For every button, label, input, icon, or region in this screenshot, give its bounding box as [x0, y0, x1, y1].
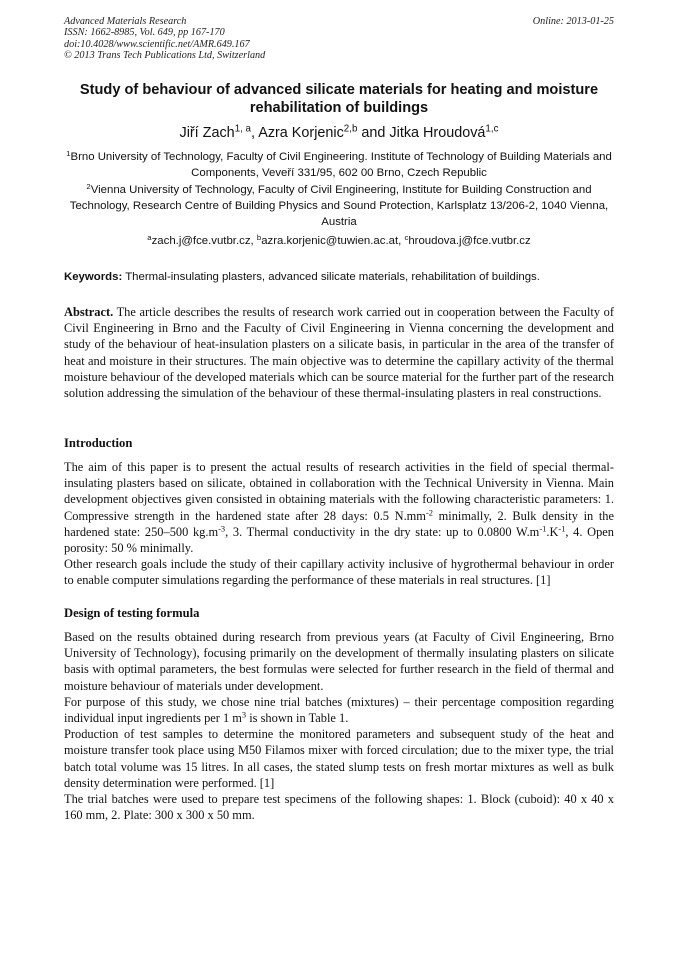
author-list [60, 124, 618, 142]
superscript: 3 [241, 709, 247, 720]
paragraph [64, 459, 614, 556]
paragraph-text: is shown in Table 1. [246, 711, 349, 726]
paragraph: Other research goals include the study of their capillary activity inclusive of hygrothermal behaviour in order to enable computer simulations regarding the performance of these materials in real structures. [1] [64, 557, 614, 588]
email-separator: , [398, 235, 405, 247]
introduction-body [64, 459, 614, 589]
email-link[interactable]: azra.korjenic@tuwien.ac.at [261, 235, 399, 247]
paragraph: Production of test samples to determine the monitored parameters and subsequent study of the heat and moisture transfer took place using M50 Filamos mixer with forced circulation; due to the mixer type, the trial batch total volume was 15 litres. In all cases, the stated slump tests on fresh mortar mixtures as well as bulk density determination were performed. [1] [64, 727, 614, 790]
online-date: Online: 2013-01-25 [532, 16, 614, 27]
keywords-text: Thermal-insulating plasters, advanced silicate materials, rehabilitation of buildings. [122, 271, 540, 283]
section-heading-design: Design of testing formula [64, 606, 200, 620]
superscript: -1 [558, 523, 566, 534]
email-list [60, 233, 618, 249]
keywords-label: Keywords: [64, 271, 123, 283]
email-link[interactable]: zach.j@fce.vutbr.cz [151, 235, 251, 247]
author-separator: , [251, 125, 259, 141]
superscript: -1 [539, 523, 547, 534]
email-mark: c [404, 232, 409, 242]
issn-line: ISSN: 1662-8985, Vol. 649, pp 167-170 [64, 27, 225, 39]
author-name: Jitka Hroudová [389, 125, 486, 141]
author-separator: and [357, 125, 390, 141]
paragraph [64, 694, 614, 726]
paragraph-text: For purpose of this study, we chose nine trial batches (mixtures) – their percentage composition regarding individual input ingredients per 1 m [64, 694, 614, 726]
abstract-text: The article describes the results of research work carried out in cooperation between the Faculty of Civil Engineering in Brno and the Faculty of Civil Engineering in Vienna concerning the development and study of the behaviour of heat-insulation plasters on a silicate basis, in particular in the area of the transfer of heat and moisture in their structures. The main objective was to determine the capillary activity of the thermal moisture behaviour of the developed materials which can be source material for the further part of the research solution addressing the simulation of the behaviour of these thermal-insulating plasters in real constructions. [64, 305, 614, 401]
author-affil-mark: 2,b [343, 123, 358, 135]
email-separator: , [250, 235, 257, 247]
journal-name: Advanced Materials Research [64, 16, 187, 27]
paragraph: Based on the results obtained during research from previous years (at Faculty of Civil Engineering, Brno University of Technology), focusing primarily on the development of thermally insulating plasters on silicate basis with optimal parameters, the best formulas were selected for further research in the field of thermal and moisture behaviour of materials under development. [64, 630, 614, 693]
affiliation-1 [60, 149, 618, 181]
paragraph-text: The aim of this paper is to present the actual results of research activities in the field of special thermal-insulating plasters based on silicate, obtained in collaboration with the Technical University in Vienna. Main development objectives given consisted in obtaining materials with the following characteristic parameters: 1. Compressive strength in the hardened state after 28 days: 0.5 N.mm [64, 460, 614, 523]
author-name: Jiří Zach [179, 125, 235, 141]
author-affil-mark: 1, a [234, 123, 252, 135]
paragraph-text: , 3. Thermal conductivity in the dry state: up to 0.0800 W.m [225, 524, 540, 539]
author-affil-mark: 1,c [485, 123, 499, 135]
doi-line[interactable]: doi:10.4028/www.scientific.net/AMR.649.167 [64, 38, 250, 50]
email-mark: a [147, 232, 152, 242]
section-heading-introduction: Introduction [64, 436, 133, 450]
paragraph-text: , 4. Open porosity: 50 % minimally. [64, 524, 615, 556]
email-link[interactable]: hroudova.j@fce.vutbr.cz [408, 235, 531, 247]
affiliation-number: 1 [66, 148, 71, 158]
superscript: -2 [425, 506, 433, 517]
affiliation-number: 2 [86, 181, 91, 191]
abstract-label: Abstract. [64, 305, 114, 319]
paragraph-text: .K [546, 524, 559, 539]
affiliation-text: Brno University of Technology, Faculty of Civil Engineering. Institute of Technology of Building Materials and Components, Veveří 331/95, 602 00 Brno, Czech Republic [70, 151, 612, 179]
abstract [64, 304, 614, 401]
affiliation-2 [60, 182, 618, 230]
keywords [64, 270, 616, 285]
affiliation-text: Vienna University of Technology, Faculty of Civil Engineering, Institute for Building Construction and Technology, Research Centre of Building Physics and Sound Protection, Karlsplatz 13/206-2, 1040 Vienna, Austria [69, 184, 609, 228]
design-body [64, 629, 614, 823]
paragraph: The trial batches were used to prepare test specimens of the following shapes: 1. Block (cuboid): 40 x 40 x 160 mm, 2. Plate: 300 x 300 x 50 mm. [64, 792, 614, 823]
copyright-line: © 2013 Trans Tech Publications Ltd, Switzerland [64, 50, 266, 62]
author-name: Azra Korjenic [258, 125, 344, 141]
journal-header [64, 16, 265, 62]
superscript: -3 [218, 523, 226, 534]
email-mark: b [256, 232, 262, 242]
paper-title: Study of behaviour of advanced silicate materials for heating and moisture rehabilitation of buildings [79, 82, 599, 116]
paragraph-text: minimally, 2. Bulk density in the hardened state: 250–500 kg.m [64, 508, 614, 539]
